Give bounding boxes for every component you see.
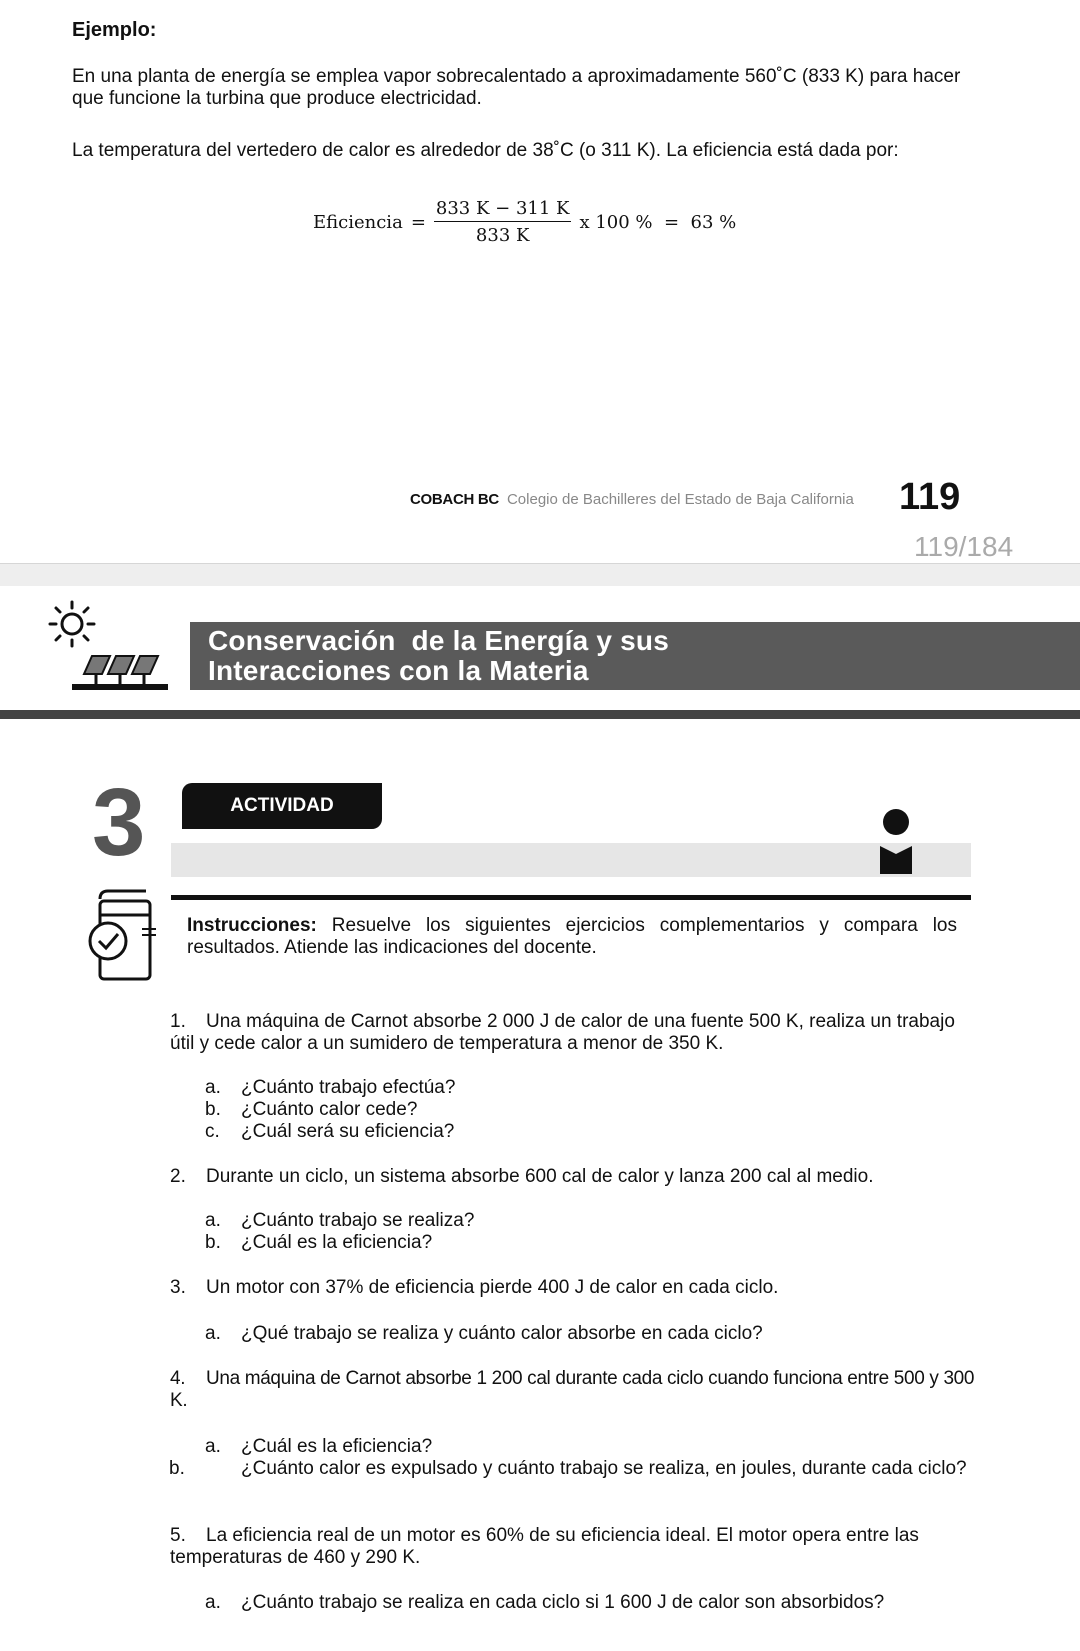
sub-question-letter: a. (205, 1077, 221, 1098)
formula-numerator: 833 K − 311 K (434, 198, 572, 222)
activity-number: 3 (92, 769, 146, 876)
question-2 (170, 1166, 980, 1188)
example-title: Ejemplo: (72, 19, 157, 41)
sub-question-text: ¿Cuál es la eficiencia? (241, 1436, 433, 1457)
question-text: La eficiencia real de un motor es 60% de su eficiencia ideal. El motor opera entre las temperaturas de 460 y 290 K. (170, 1525, 919, 1568)
page-counter: 119/184 (914, 531, 1014, 562)
example-paragraph-2: La temperatura del vertedero de calor es alrededor de 38˚C (o 311 K). La eficiencia está dada por: (72, 140, 899, 161)
activity-band (171, 843, 971, 877)
efficiency-formula (313, 198, 736, 246)
sub-question-text: ¿Cuál es la eficiencia? (241, 1232, 433, 1253)
institution-footer (410, 491, 854, 508)
sub-question-text: ¿Cuánto trabajo se realiza en cada ciclo si 1 600 J de calor son absorbidos? (241, 1592, 885, 1613)
banner-title-line-1: Conservación de la Energía y sus (208, 625, 669, 656)
question-number: 5. (170, 1525, 186, 1546)
sub-question (205, 1099, 975, 1121)
sub-question-letter: a. (205, 1436, 221, 1457)
sub-question-letter: b. (205, 1232, 221, 1253)
question-4 (170, 1368, 980, 1412)
instructions-text: Resuelve los siguientes ejercicios complementarios y compara los resultados. Atiende las indicaciones del docente. (187, 915, 957, 958)
activity-instructions (187, 915, 957, 959)
sub-question-letter: a. (205, 1592, 221, 1613)
sub-question-text: ¿Qué trabajo se realiza y cuánto calor absorbe en cada ciclo? (241, 1323, 763, 1344)
question-number: 4. (170, 1368, 186, 1389)
sub-question-text: ¿Cuál será su eficiencia? (241, 1121, 455, 1142)
checklist-icon (86, 885, 162, 985)
sub-question-letter: b. (169, 1458, 185, 1479)
activity-divider (171, 895, 971, 900)
formula-equals: = (410, 211, 426, 233)
formula-fraction (434, 198, 572, 246)
question-text: Un motor con 37% de eficiencia pierde 400 J de calor en cada ciclo. (206, 1277, 779, 1298)
sub-question-text: ¿Cuánto calor cede? (241, 1099, 418, 1120)
page-separator (0, 563, 1080, 586)
question-text: Una máquina de Carnot absorbe 1 200 cal durante cada ciclo cuando funciona entre 500 y 300 K. (170, 1368, 975, 1411)
question-text: Una máquina de Carnot absorbe 2 000 J de calor de una fuente 500 K, realiza un trabajo útil y cede calor a un sumidero de temperatura a menor de 350 K. (170, 1011, 955, 1054)
sub-question-letter: c. (205, 1121, 220, 1142)
sub-question (205, 1232, 975, 1254)
question-5 (170, 1525, 980, 1569)
sub-question-text: ¿Cuánto trabajo efectúa? (241, 1077, 456, 1098)
question-1 (170, 1011, 980, 1055)
sub-question (205, 1210, 975, 1232)
sub-question-letter: a. (205, 1210, 221, 1231)
question-number: 1. (170, 1011, 186, 1032)
instructions-label: Instrucciones: (187, 915, 317, 936)
activity-label: ACTIVIDAD (182, 783, 382, 829)
sub-question (169, 1458, 975, 1480)
question-3 (170, 1277, 980, 1299)
page-number: 119 (899, 476, 961, 518)
sub-question-letter: b. (205, 1099, 221, 1120)
formula-rhs: x 100 % = 63 % (579, 211, 737, 233)
sub-question (205, 1436, 975, 1458)
sub-question-letter: a. (205, 1323, 221, 1344)
sub-question (205, 1592, 975, 1614)
question-number: 3. (170, 1277, 186, 1298)
question-number: 2. (170, 1166, 186, 1187)
solar-panel-icon (40, 596, 180, 696)
unit-banner (190, 622, 1080, 690)
institution-name: Colegio de Bachilleres del Estado de Baja California (506, 491, 854, 508)
sub-question (205, 1323, 975, 1345)
example-paragraph-1: En una planta de energía se emplea vapor sobrecalentado a aproximadamente 560˚C (833 K) para hacer que funcione la turbina que produce electricidad. (72, 66, 961, 109)
institution-short: COBACH BC (410, 491, 499, 508)
sub-question (205, 1077, 975, 1099)
banner-title-line-2: Interacciones con la Materia (208, 655, 589, 686)
sub-question-text: ¿Cuánto calor es expulsado y cuánto trabajo se realiza, en joules, durante cada ciclo? (241, 1458, 967, 1479)
formula-lhs: Eficiencia (313, 211, 403, 233)
formula-denominator: 833 K (475, 225, 530, 246)
banner-divider (0, 710, 1080, 719)
person-icon (876, 808, 916, 876)
sub-question-text: ¿Cuánto trabajo se realiza? (241, 1210, 475, 1231)
banner-title (208, 626, 669, 686)
sub-question (205, 1121, 975, 1143)
question-text: Durante un ciclo, un sistema absorbe 600 cal de calor y lanza 200 cal al medio. (206, 1166, 874, 1187)
